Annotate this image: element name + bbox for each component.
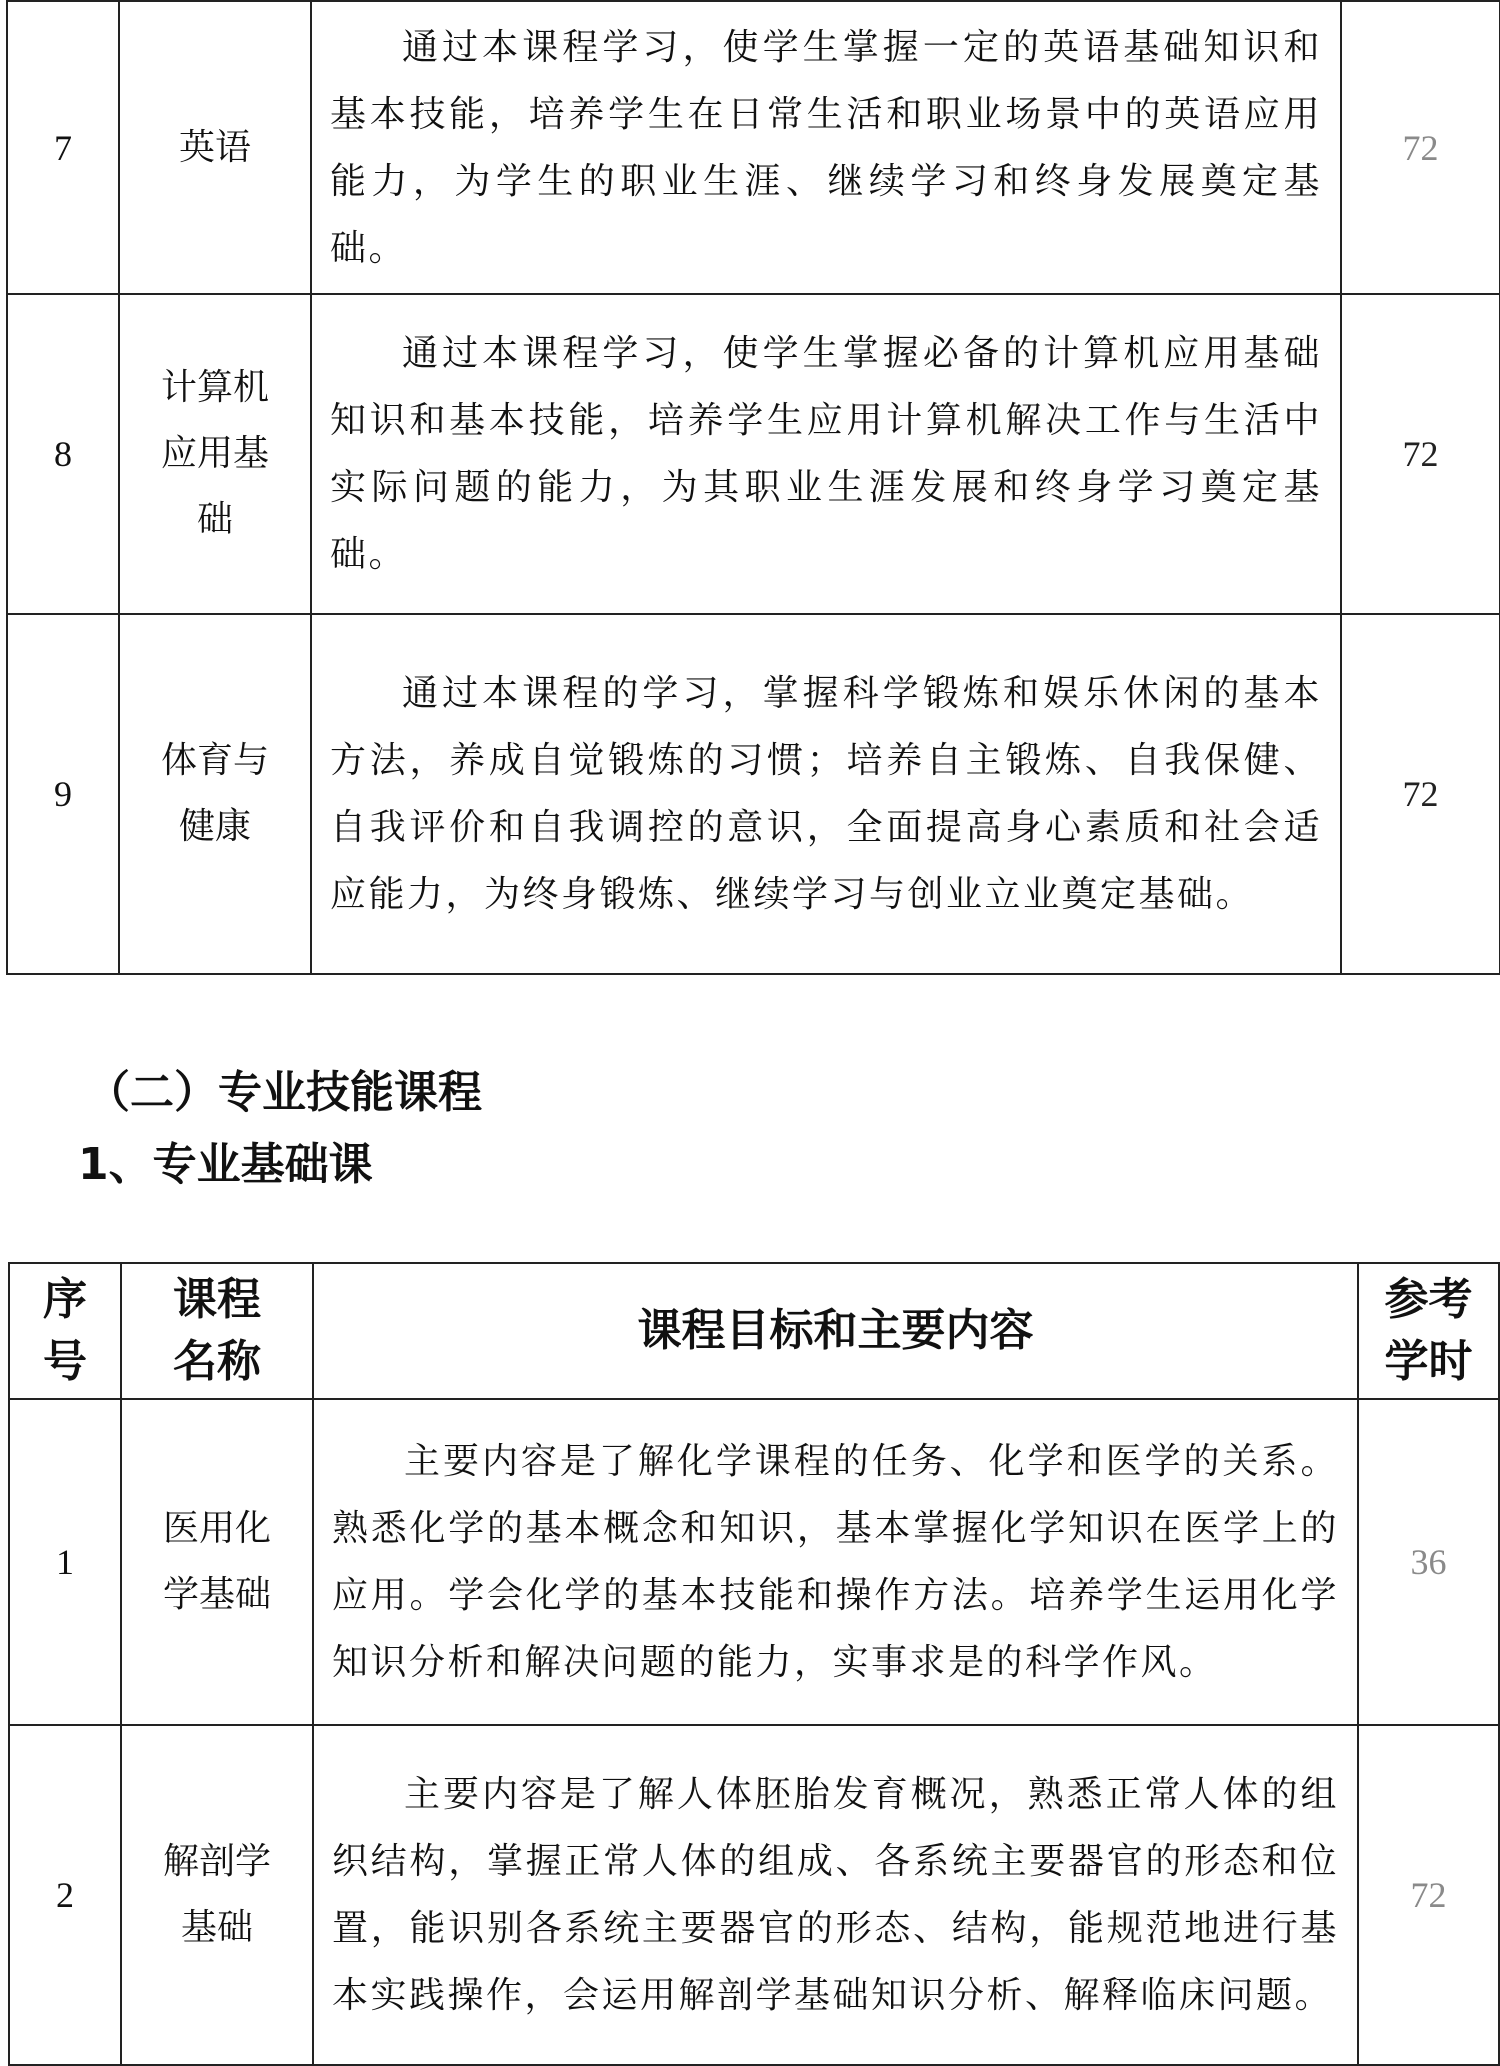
table-row (9, 1725, 1499, 2065)
course-name-text: 体育与健康 (160, 740, 269, 847)
table-row (7, 614, 1500, 974)
header-description: 课程目标和主要内容 (313, 1263, 1358, 1399)
course-name (121, 1725, 313, 2065)
course-number: 9 (7, 614, 119, 974)
course-hours: 72 (1341, 614, 1500, 974)
course-number: 8 (7, 294, 119, 614)
header-course-name (121, 1263, 313, 1399)
course-description: 通过本课程学习，使学生掌握必备的计算机应用基础知识和基本技能，培养学生应用计算机解决工作与生活中实际问题的能力，为其职业生涯发展和终身学习奠定基础。 (311, 294, 1341, 614)
course-name (119, 294, 311, 614)
section-heading: （二）专业技能课程 (86, 1067, 482, 1118)
course-description: 主要内容是了解人体胚胎发育概况，熟悉正常人体的组织结构，掌握正常人体的组成、各系统主要器官的形态和位置，能识别各系统主要器官的形态、结构，能规范地进行基本实践操作，会运用解剖学基础知识分析、解释临床问题。 (313, 1725, 1358, 2065)
course-name-text: 医用化学基础 (162, 1508, 271, 1615)
course-number: 2 (9, 1725, 121, 2065)
header-number (9, 1263, 121, 1399)
course-hours: 36 (1358, 1399, 1499, 1725)
course-name (119, 614, 311, 974)
subsection-heading: 1、专业基础课 (78, 1139, 373, 1190)
course-name-text: 计算机应用基础 (160, 367, 269, 540)
course-name (121, 1399, 313, 1725)
header-hours-text: 参考学时 (1384, 1274, 1473, 1387)
course-number: 7 (7, 1, 119, 294)
course-hours: 72 (1341, 1, 1500, 294)
course-name-text: 英语 (178, 126, 251, 168)
course-description: 通过本课程的学习，掌握科学锻炼和娱乐休闲的基本方法，养成自觉锻炼的习惯；培养自主锻炼、自我保健、自我评价和自我调控的意识，全面提高身心素质和社会适应能力，为终身锻炼、继续学习与创业立业奠定基础。 (311, 614, 1341, 974)
course-hours: 72 (1341, 294, 1500, 614)
course-hours: 72 (1358, 1725, 1499, 2065)
table-row (7, 1, 1500, 294)
header-course-name-text: 课程名称 (173, 1274, 261, 1387)
table-row (9, 1399, 1499, 1725)
course-name (119, 1, 311, 294)
general-courses-table (6, 0, 1500, 975)
course-description: 通过本课程学习，使学生掌握一定的英语基础知识和基本技能，培养学生在日常生活和职业场景中的英语应用能力，为学生的职业生涯、继续学习和终身发展奠定基础。 (311, 1, 1341, 294)
header-number-text: 序号 (43, 1274, 87, 1387)
table-row (7, 294, 1500, 614)
course-number: 1 (9, 1399, 121, 1725)
table-header-row (9, 1263, 1499, 1399)
professional-foundation-courses-table (8, 1262, 1500, 2066)
course-description: 主要内容是了解化学课程的任务、化学和医学的关系。熟悉化学的基本概念和知识，基本掌握化学知识在医学上的应用。学会化学的基本技能和操作方法。培养学生运用化学知识分析和解决问题的能力，实事求是的科学作风。 (313, 1399, 1358, 1725)
header-hours (1358, 1263, 1499, 1399)
course-name-text: 解剖学基础 (162, 1841, 271, 1948)
